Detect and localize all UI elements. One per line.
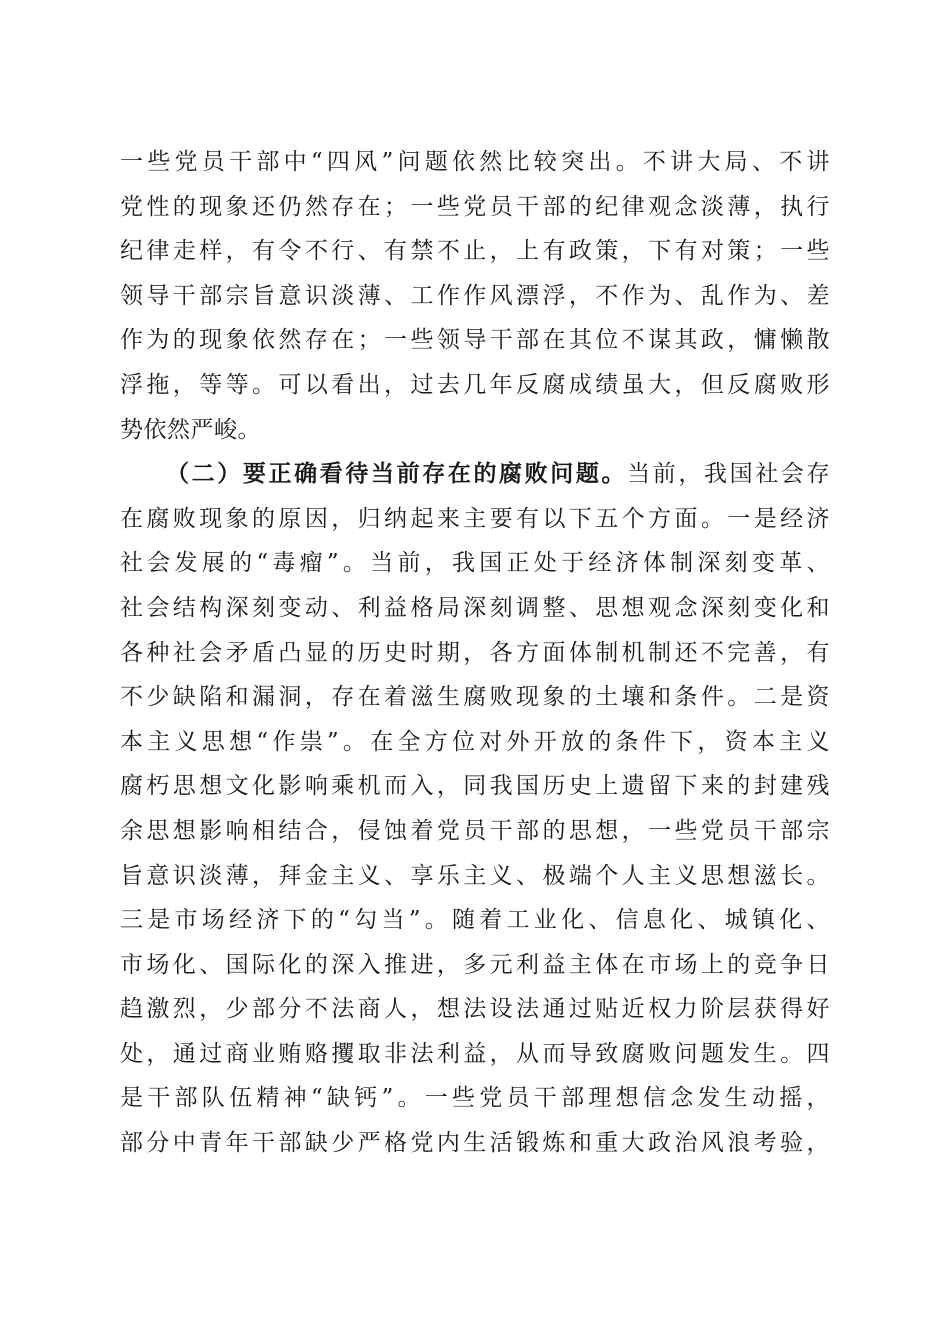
paragraph-1-line-5: 作为的现象依然存在；一些领导干部在其位不谋其政，慵懒散 — [120, 327, 830, 354]
paragraph-1-line-1: 一些党员干部中“四风”问题依然比较突出。不讲大局、不讲 — [120, 149, 830, 175]
paragraph-1-line-4: 领导干部宗旨意识淡薄、工作作风漂浮，不作为、乱作为、差 — [120, 282, 830, 309]
paragraph-1-line-7: 势依然严峻。 — [120, 416, 261, 443]
paragraph-2-line-10: 旨意识淡薄，拜金主义、享乐主义、极端个人主义思想滋长。 — [120, 862, 830, 889]
paragraph-2-line-12: 市场化、国际化的深入推进，多元利益主体在市场上的竞争日 — [120, 951, 830, 978]
paragraph-2-line-1 — [120, 452, 830, 497]
paragraph-2-line-14: 处，通过商业贿赂攫取非法利益，从而导致腐败问题发生。四 — [120, 1040, 830, 1067]
paragraph-2-line-15: 是干部队伍精神“缺钙”。一些党员干部理想信念发生动摇， — [120, 1085, 830, 1112]
paragraph-2-line-1-rest: 当前，我国社会存 — [627, 461, 831, 488]
paragraph-2-line-8: 腐朽思想文化影响乘机而入，同我国历史上遗留下来的封建残 — [120, 773, 830, 800]
paragraph-2-line-2: 在腐败现象的原因，归纳起来主要有以下五个方面。一是经济 — [120, 505, 830, 532]
paragraph-1 — [120, 140, 830, 452]
paragraph-2-line-11: 三是市场经济下的“勾当”。随着工业化、信息化、城镇化、 — [120, 907, 830, 934]
paragraph-2-line-5: 各种社会矛盾凸显的历史时期，各方面体制机制还不完善，有 — [120, 639, 830, 666]
paragraph-1-line-3: 纪律走样，有令不行、有禁不止，上有政策，下有对策；一些 — [120, 238, 830, 265]
paragraph-2-line-9: 余思想影响相结合，侵蚀着党员干部的思想，一些党员干部宗 — [120, 817, 830, 844]
section-heading: （二）要正确看待当前存在的腐败问题。 — [166, 460, 628, 488]
document-body — [120, 140, 830, 1166]
paragraph-2-line-3: 社会发展的“毒瘤”。当前，我国正处于经济体制深刻变革、 — [120, 550, 830, 577]
paragraph-2-line-6: 不少缺陷和漏洞，存在着滋生腐败现象的土壤和条件。二是资 — [120, 684, 830, 711]
paragraph-2-line-13: 趋激烈，少部分不法商人，想法设法通过贴近权力阶层获得好 — [120, 996, 830, 1023]
paragraph-1-line-2: 党性的现象还仍然存在；一些党员干部的纪律观念淡薄，执行 — [120, 193, 830, 220]
paragraph-2-line-16: 部分中青年干部缺少严格党内生活锻炼和重大政治风浪考验， — [120, 1130, 830, 1157]
paragraph-2 — [120, 452, 830, 1166]
paragraph-2-line-7: 本主义思想“作祟”。在全方位对外开放的条件下，资本主义 — [120, 728, 830, 755]
paragraph-2-line-4: 社会结构深刻变动、利益格局深刻调整、思想观念深刻变化和 — [120, 594, 830, 621]
paragraph-1-line-6: 浮拖，等等。可以看出，过去几年反腐成绩虽大，但反腐败形 — [120, 371, 830, 398]
